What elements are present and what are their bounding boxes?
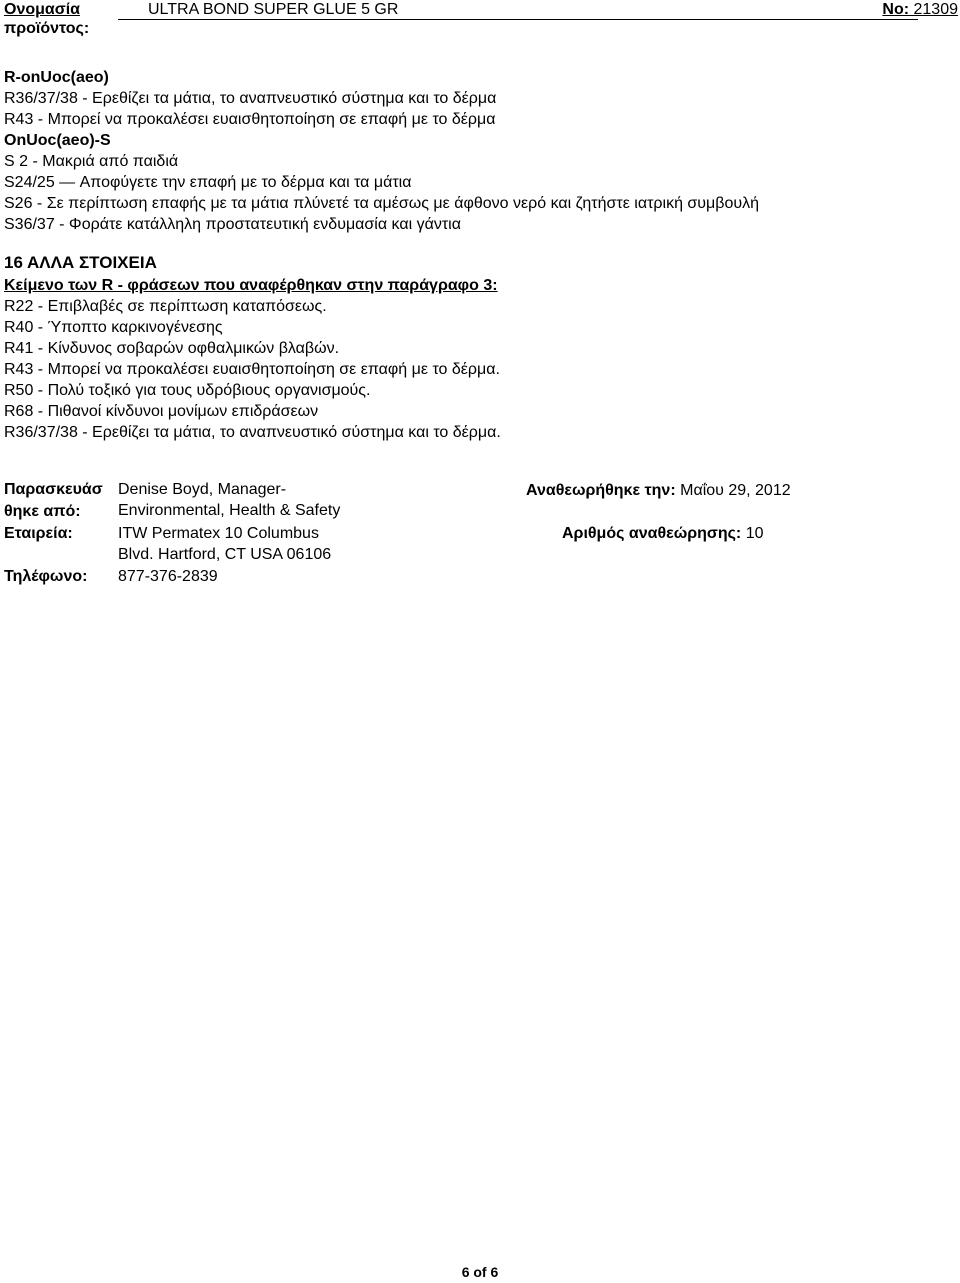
r-phrase-text: R36/37/38 - Ερεθίζει τα μάτια, το αναπνευστικό σύστημα και το δέρμα. xyxy=(4,424,501,441)
revision-number-value: 10 xyxy=(745,525,764,542)
preparer-label-line1: Παρασκευάσ xyxy=(4,481,103,498)
s-phrase: S 2 - Μακριά από παιδιά xyxy=(4,153,179,170)
section-16-title: 16 ΑΛΛΑ ΣΤΟΙΧΕΙΑ xyxy=(4,253,157,272)
phone-label: Τηλέφωνο: xyxy=(4,568,88,585)
s-phrase: S26 - Σε περίπτωση επαφής με τα μάτια πλύνετέ τα αμέσως με άφθονο νερό και ζητήστε ιατρική συμβουλή xyxy=(4,195,759,212)
product-name-label-line1: Ονομασία xyxy=(4,1,80,18)
r-phrase-text: R41 - Κίνδυνος σοβαρών οφθαλμικών βλαβών. xyxy=(4,340,340,357)
revision-number-label: Αριθμός αναθεώρησης: xyxy=(562,525,742,542)
r-phrase-text: R40 - Ύποπτο καρκινογένεσης xyxy=(4,319,223,336)
header-rule xyxy=(118,19,918,20)
r-phrase: R36/37/38 - Ερεθίζει τα μάτια, το αναπνευστικό σύστημα και το δέρμα xyxy=(4,90,497,107)
r-phrase-text: R50 - Πολύ τοξικό για τους υδρόβιους οργανισμούς. xyxy=(4,382,371,399)
preparer-department: Environmental, Health & Safety xyxy=(118,502,341,519)
revision-date xyxy=(526,480,791,501)
r-phrase: R43 - Μπορεί να προκαλέσει ευαισθητοποίηση σε επαφή με το δέρμα xyxy=(4,111,496,128)
preparer-name: Denise Boyd, Manager- xyxy=(118,481,287,498)
section-16-subtitle: Κείμενο των R - φράσεων που αναφέρθηκαν στην παράγραφο 3: xyxy=(4,277,498,294)
revision-date-value: Μαΐου 29, 2012 xyxy=(680,482,791,499)
company-address-line1: ITW Permatex 10 Columbus xyxy=(118,525,319,542)
page-number: 6 of 6 xyxy=(461,1264,499,1280)
phone-number: 877-376-2839 xyxy=(118,568,218,585)
risk-safety-phrases xyxy=(4,67,759,235)
revision-number xyxy=(562,523,764,544)
s-phrases-heading: OnUoc(aeo)-S xyxy=(4,132,111,149)
preparer-label-line2: θηκε από: xyxy=(4,503,81,520)
r-phrase-text: R22 - Επιβλαβές σε περίπτωση καταπόσεως. xyxy=(4,298,327,315)
revision-date-label: Αναθεωρήθηκε την: xyxy=(526,482,676,499)
document-number-value: 21309 xyxy=(913,1,958,18)
r-phrases-heading: R-onUoc(aeo) xyxy=(4,69,109,86)
product-name-label xyxy=(4,0,89,38)
r-phrase-text: R68 - Πιθανοί κίνδυνοι μονίμων επιδράσεων xyxy=(4,403,319,420)
s-phrase: S36/37 - Φοράτε κατάλληλη προστατευτική ενδυμασία και γάντια xyxy=(4,216,461,233)
section-16-body xyxy=(4,275,501,443)
s-phrase: S24/25 — Αποφύγετε την επαφή με το δέρμα και τα μάτια xyxy=(4,174,412,191)
product-name-label-line2: προϊόντος: xyxy=(4,20,90,37)
product-name: ULTRA BOND SUPER GLUE 5 GR xyxy=(148,1,399,18)
company-label: Εταιρεία: xyxy=(4,525,73,542)
document-number-label: No: xyxy=(882,1,910,18)
company-address-line2: Blvd. Hartford, CT USA 06106 xyxy=(118,546,332,563)
document-number xyxy=(882,0,958,19)
r-phrase-text: R43 - Μπορεί να προκαλέσει ευαισθητοποίηση σε επαφή με το δέρμα. xyxy=(4,361,500,378)
